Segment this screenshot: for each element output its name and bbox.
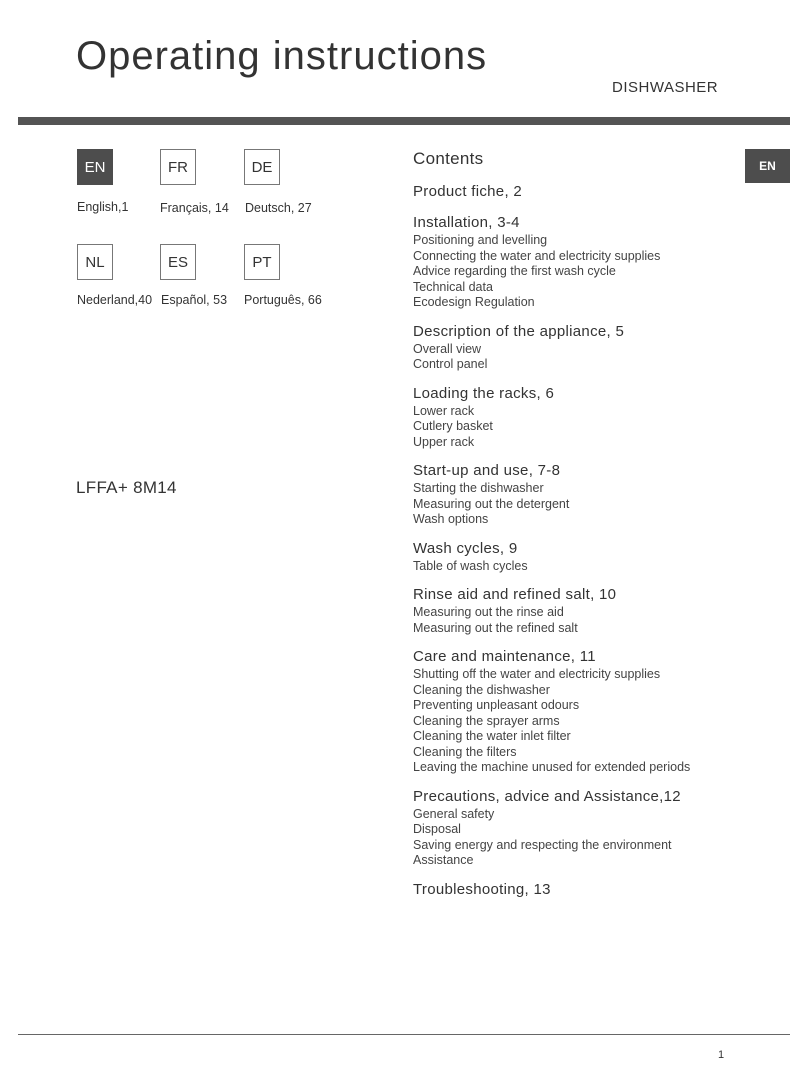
toc-item[interactable]: Leaving the machine unused for extended periods [413, 760, 691, 774]
toc-item[interactable]: Table of wash cycles [413, 558, 528, 573]
toc-item[interactable]: Overall view [413, 341, 482, 356]
toc-section-title[interactable]: Rinse aid and refined salt, 10 [413, 586, 617, 603]
toc-item[interactable]: Cleaning the filters [413, 744, 517, 759]
toc-section [413, 182, 743, 202]
toc-item[interactable]: Cleaning the dishwasher [413, 682, 550, 697]
toc-item[interactable]: Measuring out the rinse aid [413, 605, 564, 619]
toc-section [413, 539, 743, 575]
toc-item[interactable]: Cutlery basket [413, 419, 493, 433]
toc-section-title[interactable]: Troubleshooting, 13 [413, 880, 551, 898]
toc-item[interactable]: Preventing unpleasant odours [413, 698, 580, 712]
toc-section-title[interactable]: Wash cycles, 9 [413, 539, 518, 557]
lang-label-de[interactable]: Deutsch, 27 [245, 201, 312, 215]
toc-section [413, 585, 743, 636]
toc-section-title[interactable]: Precautions, advice and Assistance,12 [413, 787, 681, 805]
toc-section-title[interactable]: Product fiche, 2 [413, 183, 523, 200]
lang-label-nl[interactable]: Nederland,40 [77, 293, 153, 307]
toc-item[interactable]: Cleaning the sprayer arms [413, 713, 560, 728]
toc-item[interactable]: Positioning and levelling [413, 233, 548, 247]
language-tab: EN [745, 149, 790, 183]
toc-section-title[interactable]: Loading the racks, 6 [413, 384, 555, 402]
model-number: LFFA+ 8M14 [76, 478, 177, 497]
footer-rule [18, 1034, 790, 1035]
toc-item[interactable]: Control panel [413, 357, 488, 371]
toc-section [413, 647, 743, 776]
toc-item[interactable]: Assistance [413, 853, 474, 867]
contents-heading: Contents [413, 149, 484, 168]
lang-label-fr[interactable]: Français, 14 [160, 201, 229, 215]
toc-item[interactable]: Connecting the water and electricity supplies [413, 248, 661, 263]
toc-item[interactable]: Lower rack [413, 403, 475, 418]
toc-item[interactable]: Shutting off the water and electricity supplies [413, 667, 661, 681]
toc-section [413, 787, 743, 869]
toc-section [413, 213, 743, 311]
page-title: Operating instructions [76, 34, 488, 78]
toc-section [413, 461, 743, 528]
toc-section [413, 384, 743, 451]
toc-item[interactable]: Measuring out the refined salt [413, 620, 578, 635]
lang-box-en[interactable]: EN [77, 149, 113, 185]
toc-item[interactable]: Measuring out the detergent [413, 496, 570, 511]
header-rule [18, 117, 790, 125]
toc-item[interactable]: Starting the dishwasher [413, 481, 544, 495]
toc-section-title[interactable]: Start-up and use, 7-8 [413, 462, 561, 479]
toc-section-title[interactable]: Installation, 3-4 [413, 214, 520, 231]
toc-item[interactable]: Cleaning the water inlet filter [413, 729, 571, 743]
product-type: DISHWASHER [612, 79, 719, 96]
lang-label-en[interactable]: English,1 [77, 200, 129, 214]
toc-item[interactable]: Advice regarding the first wash cycle [413, 264, 616, 278]
toc-item[interactable]: General safety [413, 806, 495, 821]
toc-item[interactable]: Ecodesign Regulation [413, 295, 535, 309]
toc-item[interactable]: Wash options [413, 512, 489, 526]
toc-section [413, 322, 743, 373]
table-of-contents [413, 146, 743, 911]
lang-box-de[interactable]: DE [244, 149, 280, 185]
lang-box-es[interactable]: ES [160, 244, 196, 280]
page-number: 1 [718, 1049, 725, 1061]
toc-item[interactable]: Saving energy and respecting the environment [413, 837, 672, 852]
toc-section-title[interactable]: Description of the appliance, 5 [413, 322, 625, 340]
lang-label-pt[interactable]: Português, 66 [244, 293, 322, 307]
toc-item[interactable]: Disposal [413, 822, 461, 836]
lang-box-nl[interactable]: NL [77, 244, 113, 280]
toc-section [413, 880, 743, 900]
toc-section-title[interactable]: Care and maintenance, 11 [413, 648, 596, 665]
lang-box-pt[interactable]: PT [244, 244, 280, 280]
lang-label-es[interactable]: Español, 53 [161, 293, 228, 307]
toc-item[interactable]: Technical data [413, 279, 493, 294]
lang-box-fr[interactable]: FR [160, 149, 196, 185]
toc-item[interactable]: Upper rack [413, 434, 475, 449]
